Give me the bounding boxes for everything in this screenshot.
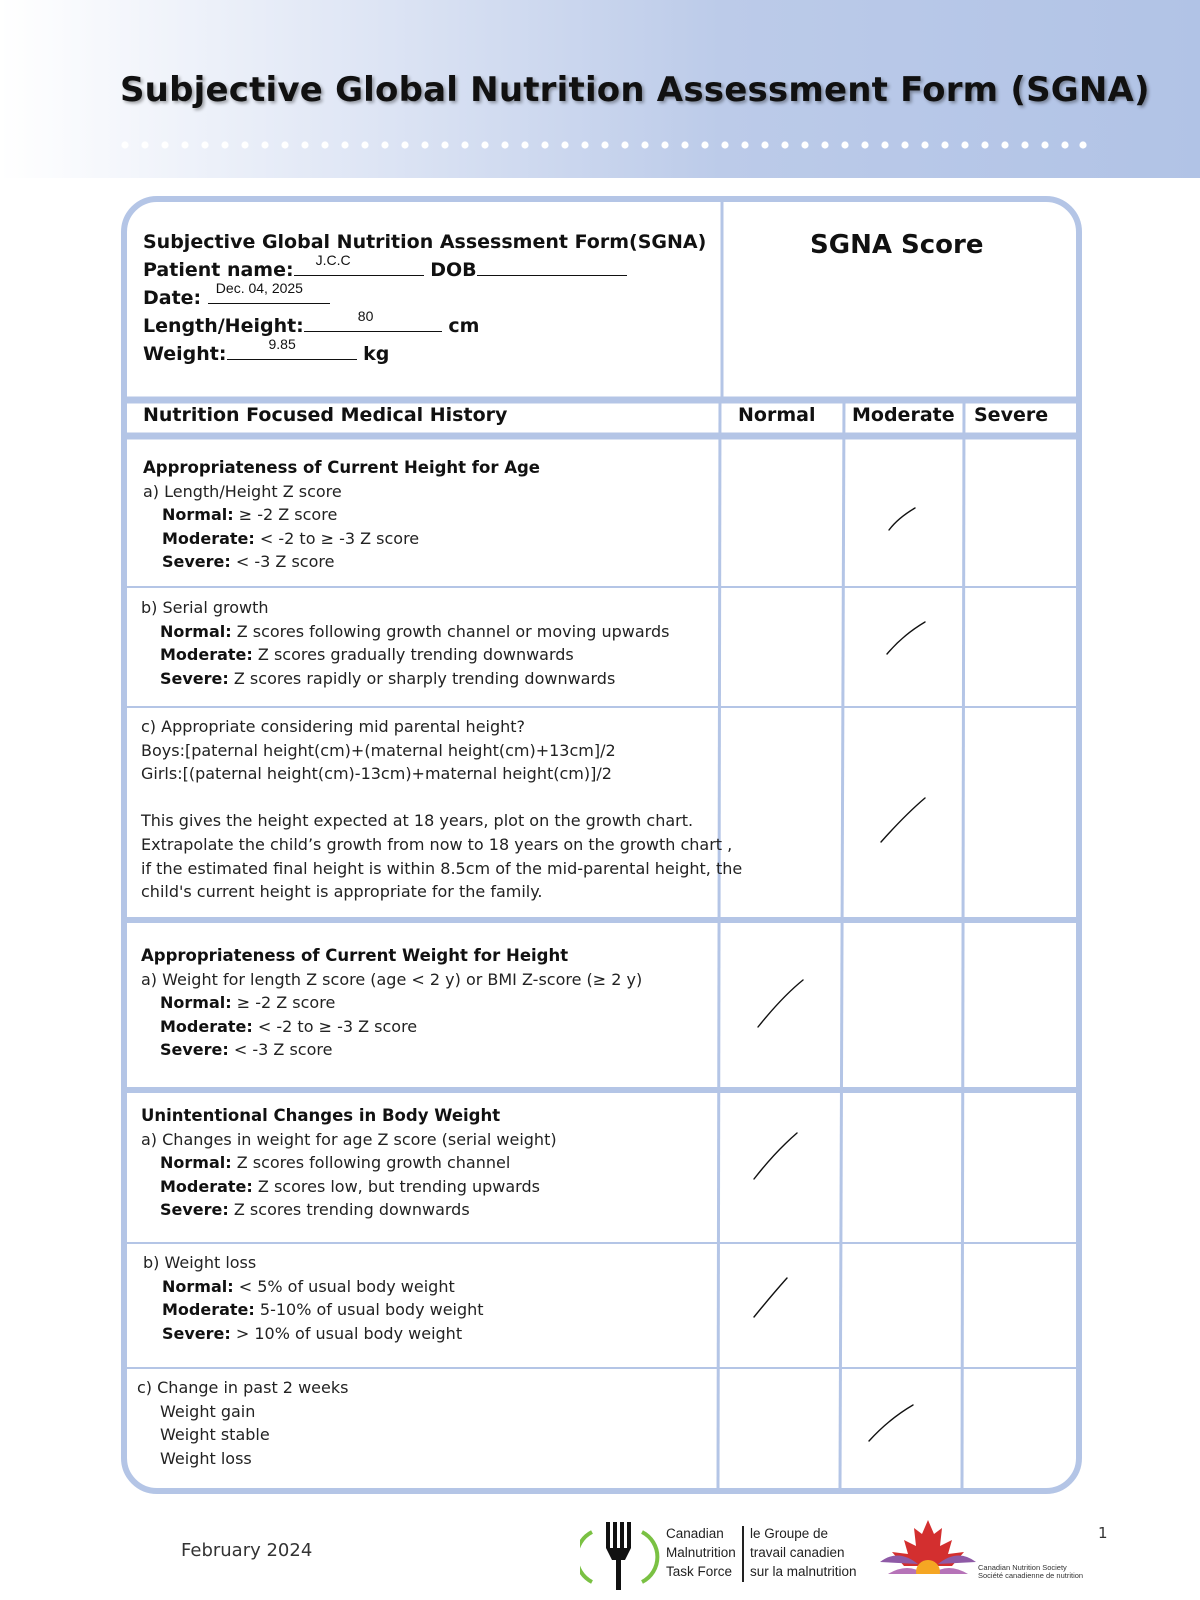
column-header-severe: Severe — [974, 404, 1049, 426]
severe-text: > 10% of usual body weight — [230, 1323, 463, 1343]
check-mark-weight-change-b — [754, 1278, 787, 1317]
cmtf-english-name: Canadian Malnutrition Task Force — [666, 1526, 736, 1579]
column-header-normal: Normal — [738, 404, 816, 426]
normal-text: ≥ -2 Z score — [231, 993, 336, 1013]
cmtf-logo — [580, 1520, 880, 1592]
normal-text: ≥ -2 Z score — [233, 505, 338, 525]
normal-text: Z scores following growth channel — [231, 1153, 511, 1173]
section-title-height-age: Appropriateness of Current Height for Age — [143, 458, 540, 477]
height-row: Length/Height: 80 cm — [143, 308, 480, 337]
weight-change-a-row — [141, 1104, 557, 1222]
moderate-text: < -2 to ≥ -3 Z score — [252, 1016, 418, 1036]
explanation-line: Extrapolate the child’s growth from now to 18 years on the growth chart , — [141, 834, 733, 854]
option-weight-stable: Weight stable — [160, 1425, 270, 1445]
check-mark-height-a — [889, 508, 915, 530]
cns-logo — [878, 1518, 1088, 1588]
page-title: Subjective Global Nutrition Assessment Form (SGNA) — [120, 70, 1150, 110]
cns-name: Canadian Nutrition Society Société canadienne de nutrition — [978, 1563, 1084, 1580]
weight-field[interactable]: 9.85 — [227, 340, 357, 360]
patient-name-row: Patient name: J.C.C DOB — [143, 256, 706, 284]
normal-text: Z scores following growth channel or moving upwards — [231, 621, 670, 641]
patient-name-field[interactable]: J.C.C — [294, 256, 424, 276]
check-mark-weight-change-a — [754, 1133, 797, 1179]
criterion-label: a) Length/Height Z score — [143, 481, 342, 501]
girls-formula: Girls:[(paternal height(cm)-13cm)+maternal height(cm)]/2 — [141, 764, 612, 784]
criterion-label: c) Change in past 2 weeks — [137, 1378, 349, 1397]
section-title-weight-change: Unintentional Changes in Body Weight — [141, 1106, 501, 1125]
severe-label: Severe: — [160, 1040, 229, 1060]
severe-label: Severe: — [162, 552, 231, 572]
check-mark-weight-change-c — [869, 1405, 913, 1441]
normal-label: Normal: — [162, 505, 234, 525]
severe-label: Severe: — [162, 1323, 231, 1343]
severe-text: Z scores rapidly or sharply trending downwards — [228, 668, 616, 688]
moderate-label: Moderate: — [160, 1176, 253, 1196]
explanation-line: child's current height is appropriate for the family. — [141, 882, 543, 902]
explanation-line: if the estimated final height is within 8.5cm of the mid-parental height, the — [141, 858, 743, 878]
criterion-label: b) Weight loss — [143, 1253, 257, 1272]
check-mark-weight-height-a — [758, 980, 803, 1027]
weight-row: Weight: 9.85 kg — [143, 336, 390, 365]
section-title-weight-height: Appropriateness of Current Weight for Height — [141, 946, 569, 965]
option-weight-loss: Weight loss — [160, 1448, 252, 1468]
form-title: Subjective Global Nutrition Assessment Form(SGNA) — [143, 231, 707, 253]
page-number: 1 — [1098, 1524, 1108, 1542]
weight-change-b-row — [143, 1251, 484, 1345]
explanation-line: This gives the height expected at 18 years, plot on the growth chart. — [141, 811, 694, 831]
criterion-label: c) Appropriate considering mid parental height? — [141, 717, 526, 736]
footer-date: February 2024 — [181, 1540, 313, 1561]
check-mark-height-c — [881, 798, 925, 842]
severe-label: Severe: — [160, 668, 229, 688]
severe-text: < -3 Z score — [228, 1040, 333, 1060]
moderate-text: Z scores low, but trending upwards — [252, 1176, 540, 1196]
patient-info-block — [143, 228, 706, 368]
maple-leaf-icon — [878, 1518, 978, 1588]
height-age-b-row — [141, 596, 669, 690]
weight-height-a-row — [141, 944, 642, 1062]
option-weight-gain: Weight gain — [160, 1401, 256, 1421]
date-row: Date: Dec. 04, 2025 — [143, 284, 706, 312]
logo-divider — [742, 1526, 744, 1582]
normal-text: < 5% of usual body weight — [233, 1276, 455, 1296]
column-header-moderate: Moderate — [852, 404, 955, 426]
normal-label: Normal: — [162, 1276, 234, 1296]
height-field[interactable]: 80 — [304, 312, 442, 332]
weight-change-c-row — [137, 1376, 348, 1470]
check-mark-height-b — [887, 622, 925, 654]
moderate-text: 5-10% of usual body weight — [254, 1300, 484, 1320]
criterion-label: b) Serial growth — [141, 598, 269, 617]
height-age-a-row — [143, 456, 540, 574]
column-header-history: Nutrition Focused Medical History — [143, 404, 508, 426]
moderate-label: Moderate: — [160, 645, 253, 665]
boys-formula: Boys:[paternal height(cm)+(maternal height(cm)+13cm]/2 — [141, 740, 616, 760]
moderate-label: Moderate: — [160, 1016, 253, 1036]
normal-label: Normal: — [160, 1153, 232, 1173]
fork-icon — [580, 1520, 660, 1592]
moderate-text: < -2 to ≥ -3 Z score — [254, 528, 420, 548]
normal-label: Normal: — [160, 993, 232, 1013]
criterion-label: a) Changes in weight for age Z score (serial weight) — [141, 1129, 557, 1149]
date-field[interactable]: Dec. 04, 2025 — [208, 284, 330, 304]
normal-label: Normal: — [160, 621, 232, 641]
severe-label: Severe: — [160, 1200, 229, 1220]
severe-text: < -3 Z score — [230, 552, 335, 572]
severe-text: Z scores trending downwards — [228, 1200, 470, 1220]
moderate-label: Moderate: — [162, 528, 255, 548]
sgna-score-title: SGNA Score — [810, 230, 984, 260]
moderate-label: Moderate: — [162, 1300, 255, 1320]
criterion-label: a) Weight for length Z score (age < 2 y) or BMI Z-score (≥ 2 y) — [141, 969, 643, 989]
moderate-text: Z scores gradually trending downwards — [252, 645, 574, 665]
height-age-c-row — [141, 715, 742, 904]
dob-field[interactable] — [477, 256, 627, 276]
cmtf-french-name: le Groupe de travail canadien sur la malnutrition — [750, 1526, 857, 1579]
